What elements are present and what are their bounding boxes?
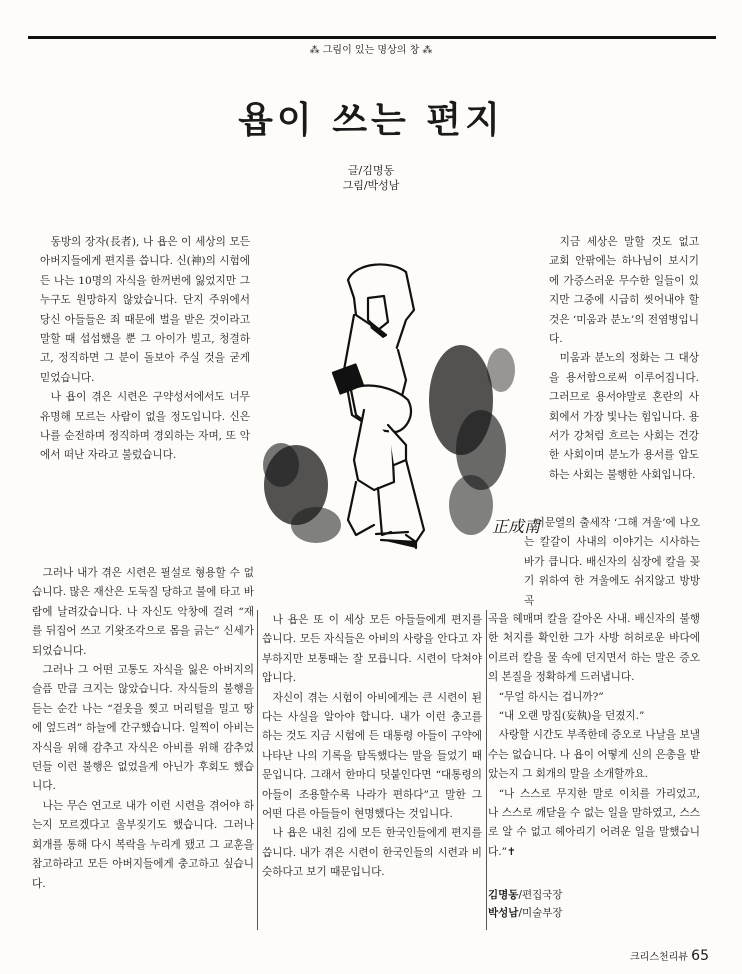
- paragraph: 그러나 내가 겪은 시련은 필설로 형용할 수 없습니다. 많은 재산은 도둑질 당하고 불에 타고 바람에 날려갔습니다. 나 자신도 악창에 걸려 “재를 뒤집어 쓰고 기왓조각으로 몸을 긁는” 신세가 되었습니다.: [32, 567, 254, 657]
- illustration-father-and-son: [256, 250, 546, 610]
- writer-credit: 글/김명동: [347, 164, 395, 177]
- artist-signature: 正成南: [492, 517, 541, 536]
- article-title: 욥이 쓰는 편지: [238, 99, 504, 141]
- column-1-bottom: [32, 564, 254, 894]
- paragraph: 사랑할 시간도 부족한데 증오로 나날을 보낼 수는 없습니다. 나 욥이 어떻게 신의 은총을 받았는지 그 회개의 말을 소개할까요.: [488, 729, 700, 781]
- column-divider: [257, 610, 258, 930]
- paragraph: 동방의 장자(長者), 나 욥은 이 세상의 모든 아버지들에게 편지를 씁니다. 신(神)의 시험에 든 나는 10명의 자식을 한꺼번에 잃었지만 그 누구도 원망하지 않았습니다. 단지 주위에서 당신 아들들은 죄 때문에 벌을 받은 것이라고 말할 때 섭섭했을 뿐 그 아이가 빌고, 청결하고, 정직하면 그 분이 돌보아 주실 것을 굳게 믿었습니다.: [40, 236, 250, 384]
- page-footer: [630, 948, 709, 964]
- paragraph: 곡을 헤매며 칼을 갈아온 사내. 배신자의 불행한 처지를 확인한 그가 사방 허허로운 바다에 이르러 칼을 물 속에 던지면서 하는 말은 증오의 본질을 정확하게 드러냅니다.: [488, 613, 700, 684]
- magazine-name: 크리스천리뷰: [630, 952, 688, 963]
- column-1-top: [40, 233, 250, 466]
- quote-line: “내 오랜 망집(妄執)을 던졌지.”: [498, 710, 645, 723]
- paragraph: 그러나 그 어떤 고통도 자식을 잃은 아버지의 슬픔 만큼 크지는 않았습니다. 자식들의 불행을 듣는 순간 나는 “겉옷을 찢고 머리털을 밀고 땅에 엎드려” 하늘에 간구했습니다. 일찍이 아비는 자식을 위해 감추고 자식은 아비를 위해 감추었던들 이런 불행은 없었을게 아닌가 후회도 했습니다.: [32, 664, 254, 793]
- quote-line: “무얼 하시는 겁니까?”: [498, 690, 604, 703]
- writer-role: /편집국장: [518, 889, 563, 901]
- paragraph: 나 욥은 또 이 세상 모든 아들들에게 편지를 씁니다. 모든 자식들은 아비의 사랑을 안다고 자부하지만 보통때는 잘 모릅니다. 시련이 닥쳐야 압니다.: [262, 614, 482, 685]
- column-2: [262, 611, 482, 883]
- paragraph: 자신이 겪는 시험이 아비에게는 큰 시련이 된다는 사실을 알아야 합니다. 내가 이런 충고를 하는 것도 지금 시험에 든 대통령 아들이 구약에 나타난 나의 기록을 탐독했다는 말을 들었기 때문입니다. 그래서 한마디 덧붙인다면 “대통령의 아들이 조용할수록 나라가 편하다”고 말한 그 어떤 다른 아들들이 현명했다는 것입니다.: [262, 691, 482, 821]
- paragraph: 지금 세상은 말할 것도 없고 교회 안팎에는 하나님이 보시기에 가증스러운 무수한 일들이 있지만 그중에 시급히 씻어내야 할 것은 ‘미움과 분노’의 전염병입니다.: [549, 236, 699, 346]
- writer-name: 김명동: [488, 889, 519, 901]
- column-3-top: [549, 233, 699, 485]
- artist-credit: 그림/박성남: [342, 179, 400, 192]
- figures: [333, 264, 424, 548]
- artist-name: 박성남: [488, 907, 519, 919]
- paragraph: 나는 무슨 연고로 내가 이런 시련을 겪어야 하는지 모르겠다고 울부짖기도 했습니다. 그러나 회개를 통해 다시 복락을 누리게 됐고 그 교훈을 참고하라고 모든 아버지들에게 충고하고 싶습니다.: [32, 799, 254, 890]
- paragraph: 미움과 분노의 정화는 그 대상을 용서함으로써 이루어집니다. 그러므로 용서야말로 혼란의 사회에서 가장 빛나는 힘입니다. 용서가 강처럼 흐르는 사회는 건강한 사회이며 분노가 용서를 압도하는 사회는 불행한 사회입니다.: [549, 352, 699, 481]
- paragraph: 이문열의 출세작 ‘그해 겨울’에 나오는 칼갈이 사내의 이야기는 시사하는 바가 큽니다. 배신자의 심장에 칼을 꽂기 위하여 한 겨울에도 쉬지않고 방방곡: [524, 517, 700, 607]
- column-divider: [486, 610, 487, 930]
- top-rule: [28, 36, 716, 39]
- column-3-middle: [524, 514, 700, 611]
- paragraph: 나 욥이 겪은 시련은 구약성서에서도 너무 유명해 모르는 사람이 없을 정도입니다. 신은 나를 순전하며 정직하며 경외하는 자며, 또 악에서 떠난 자라고 불렀습니다.: [40, 391, 250, 462]
- column-3-bottom: [488, 610, 700, 862]
- section-label: ⁂ 그림이 있는 명상의 창 ⁂: [309, 45, 433, 56]
- paragraph: “나 스스로 무지한 말로 이치를 가리었고, 나 스스로 깨닫을 수 없는 일을 말하였고, 스스로 알 수 없고 헤아리기 어려운 일을 말했습니다.”✝: [488, 787, 700, 858]
- paragraph: 나 욥은 내친 김에 모든 한국인들에게 편지를 씁니다. 내가 겪은 시련이 한국인들의 시련과 비슷하다고 보기 때문입니다.: [262, 827, 482, 879]
- artist-role: /미술부장: [518, 907, 563, 919]
- page-number: 65: [691, 948, 709, 964]
- byline: [488, 886, 700, 922]
